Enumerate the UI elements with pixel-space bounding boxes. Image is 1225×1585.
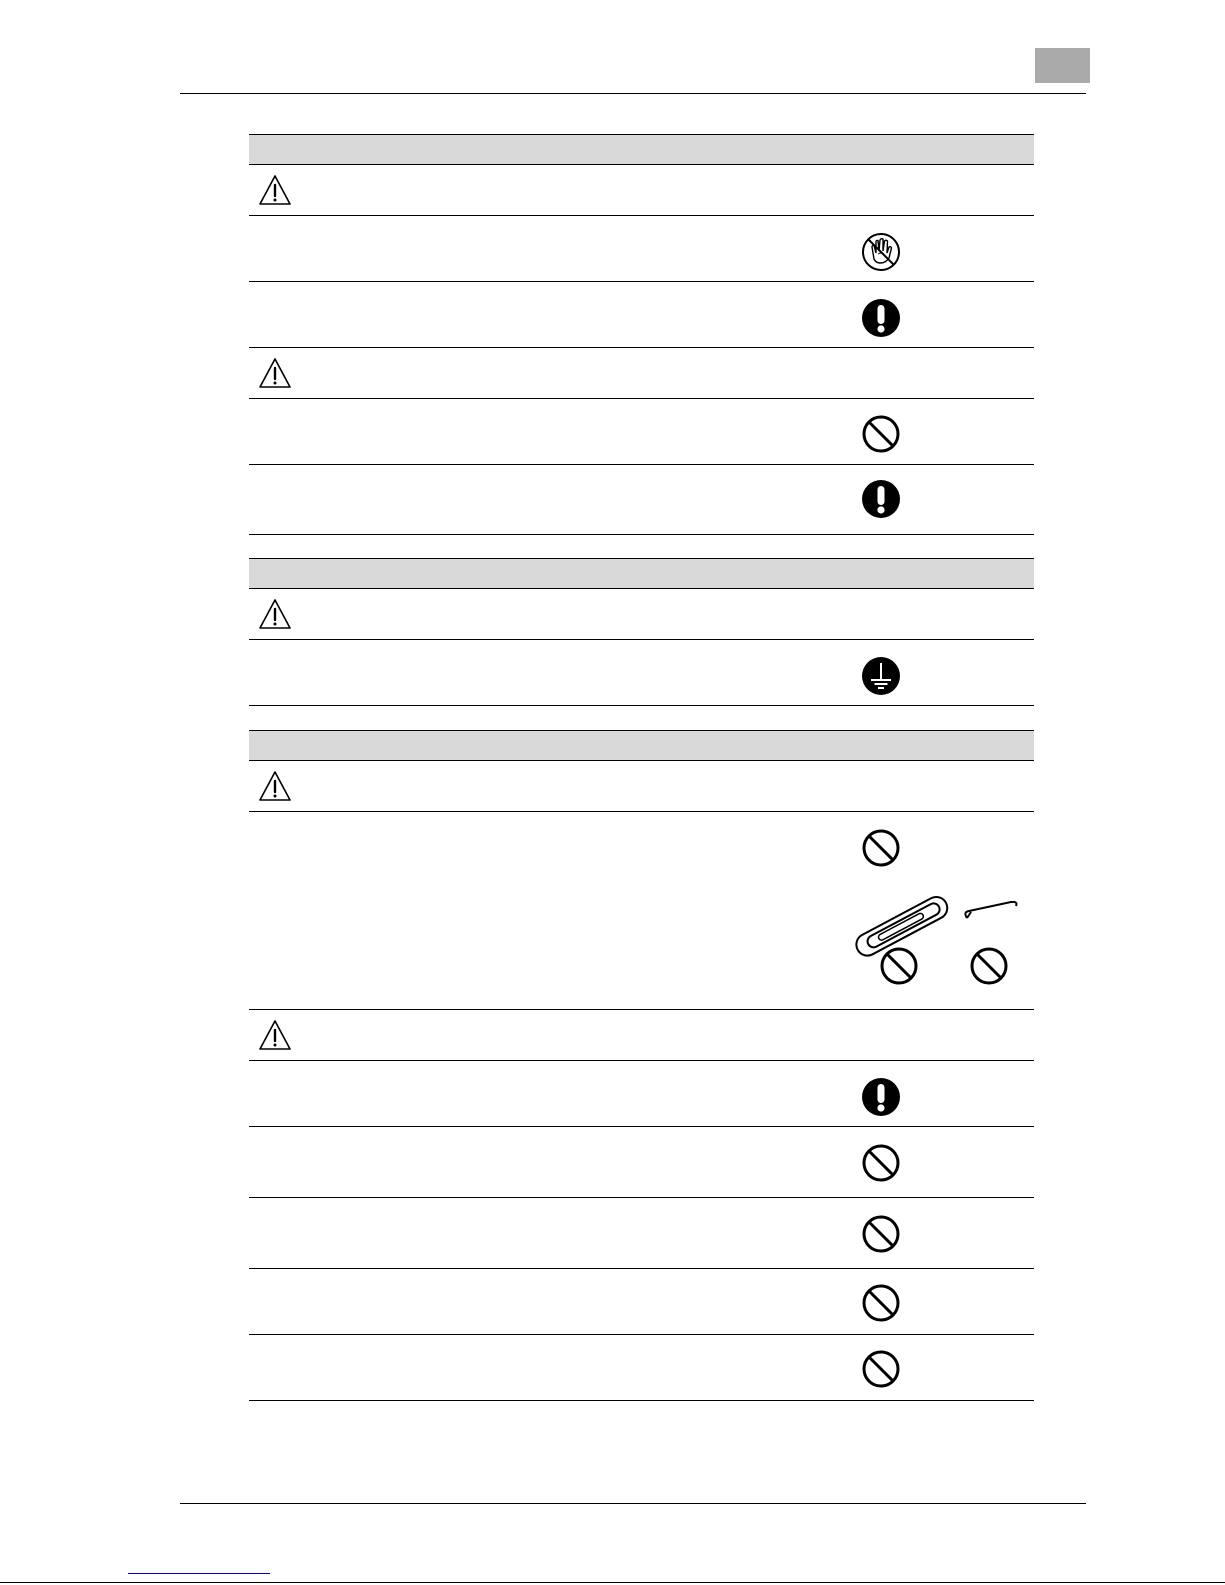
- warning-triangle-icon: [259, 357, 291, 389]
- section-header: [249, 558, 1034, 589]
- warning-row: [249, 1010, 1034, 1061]
- section-header: [249, 134, 1034, 165]
- prohibition-icon: [861, 414, 901, 454]
- paper-clip-prohibited-icon: [849, 884, 959, 994]
- safety-section-1: [249, 134, 1034, 535]
- warning-triangle-icon: [259, 770, 291, 802]
- safety-section-3: [249, 730, 1034, 1401]
- mandatory-exclamation-icon: [861, 479, 901, 519]
- precaution-row: [249, 465, 1034, 535]
- precaution-row: [249, 1198, 1034, 1269]
- warning-triangle-icon: [259, 1019, 291, 1051]
- warning-triangle-icon: [259, 598, 291, 630]
- prohibition-icon: [861, 1214, 901, 1254]
- warning-row: [249, 348, 1034, 399]
- section-header: [249, 730, 1034, 761]
- warning-row: [249, 589, 1034, 640]
- warning-row: [249, 165, 1034, 216]
- mandatory-exclamation-icon: [861, 1077, 901, 1117]
- safety-section-2: [249, 558, 1034, 706]
- footer-rule: [180, 1503, 1086, 1504]
- page-bottom-edge: [0, 1582, 1225, 1583]
- precaution-row: [249, 640, 1034, 706]
- ground-icon: [861, 656, 901, 696]
- precaution-row: [249, 399, 1034, 465]
- prohibition-icon: [861, 1349, 901, 1389]
- prohibition-icon: [861, 1283, 901, 1323]
- chapter-tab: [1035, 48, 1090, 83]
- prohibition-icon: [861, 1143, 901, 1183]
- warning-triangle-icon: [259, 174, 291, 206]
- no-touch-hand-icon: [861, 232, 901, 272]
- page-link-underline[interactable]: [128, 1573, 270, 1574]
- mandatory-exclamation-icon: [861, 298, 901, 338]
- precaution-row: [249, 216, 1034, 282]
- header-rule: [180, 93, 1086, 94]
- precaution-row: [249, 1269, 1034, 1335]
- warning-row: [249, 761, 1034, 812]
- precaution-row: [249, 1335, 1034, 1401]
- prohibition-icon: [861, 828, 901, 868]
- precaution-row: [249, 812, 1034, 1010]
- staple-prohibited-icon: [961, 892, 1021, 1002]
- precaution-row: [249, 282, 1034, 348]
- precaution-row: [249, 1061, 1034, 1127]
- precaution-row: [249, 1127, 1034, 1198]
